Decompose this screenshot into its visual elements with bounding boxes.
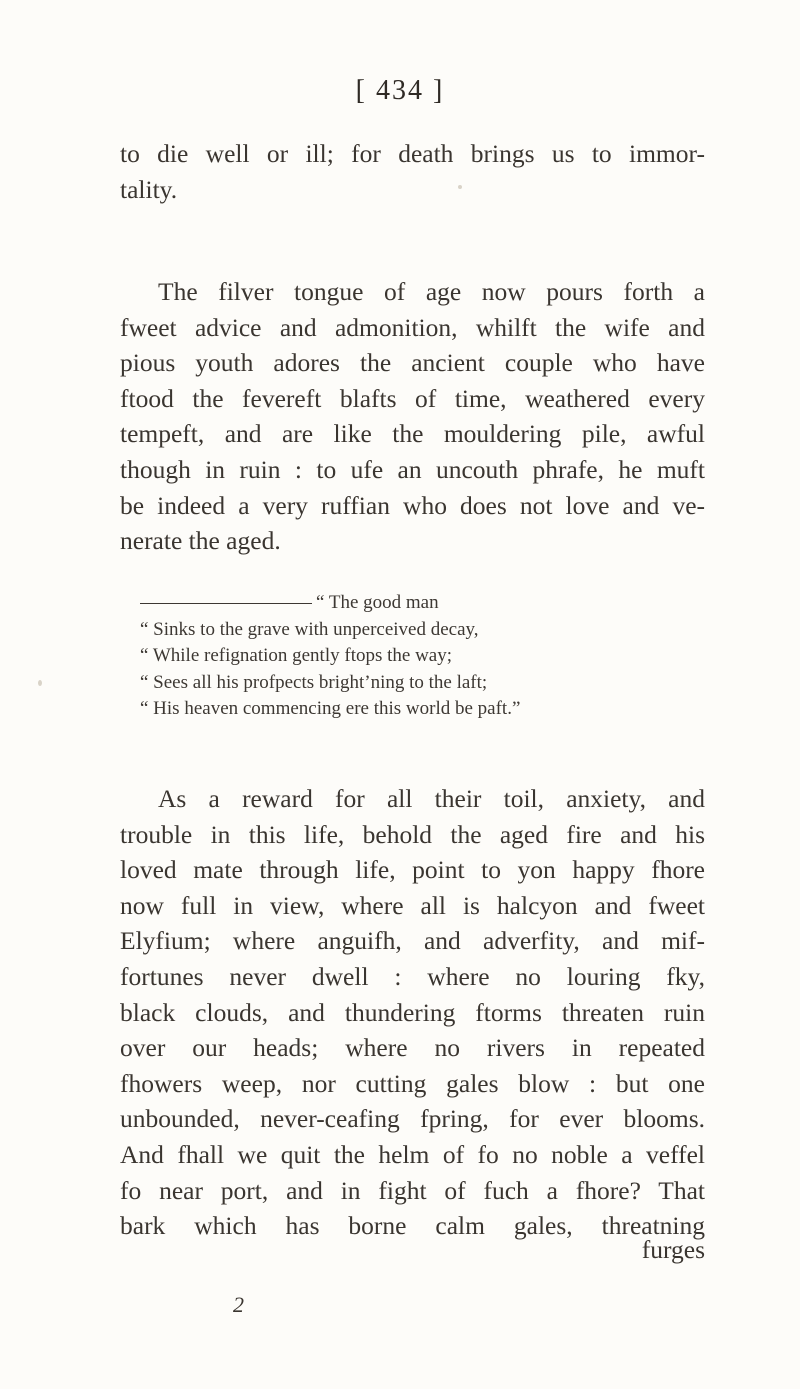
text-line: Elyfium; where anguifh, and adverfity, and mif- — [120, 926, 705, 956]
text-line: fweet advice and admonition, whilft the wife and — [120, 312, 705, 342]
paragraph-1 — [120, 136, 705, 207]
poem-line: “ His heaven commencing ere this world be paft.” — [140, 698, 521, 719]
text-line: As a reward for all their toil, anxiety, and — [158, 784, 705, 813]
text-line: nerate the aged. — [120, 526, 281, 556]
text-line: to die well or ill; for death brings us to immor- — [120, 139, 705, 168]
text-line: loved mate through life, point to yon happy fhore — [120, 855, 705, 885]
text-line: tality. — [120, 174, 178, 204]
poem-line — [140, 590, 700, 617]
poem-line: “ Sees all his profpects bright’ning to the laft; — [140, 671, 488, 693]
text-line: now full in view, where all is halcyon and fweet — [120, 890, 705, 920]
poem-line-text: “ The good man — [316, 592, 439, 613]
text-line: though in ruin : to ufe an uncouth phrafe, he muft — [120, 454, 705, 484]
text-line: And fhall we quit the helm of fo no noble a veffel — [120, 1139, 705, 1169]
paper-speck — [38, 680, 42, 686]
text-line: bark which has borne calm gales, threatning — [120, 1211, 705, 1241]
catchword: furges — [641, 1235, 705, 1264]
text-line: fortunes never dwell : where no louring fky, — [120, 961, 705, 991]
text-line: The filver tongue of age now pours forth a — [158, 277, 705, 306]
page-number: [ 434 ] — [355, 75, 445, 106]
text-line: black clouds, and thundering ftorms threaten ruin — [120, 997, 705, 1027]
paragraph-2 — [120, 274, 705, 559]
signature-mark: 2 — [233, 1292, 244, 1317]
text-line: ftood the fevereft blafts of time, weathered every — [120, 383, 705, 413]
paragraph-3 — [120, 781, 705, 1244]
text-line: unbounded, never-ceafing fpring, for ever blooms. — [120, 1104, 705, 1134]
text-line: pious youth adores the ancient couple who have — [120, 348, 705, 378]
text-line: fo near port, and in fight of fuch a fhore? That — [120, 1175, 705, 1205]
poem-line: “ While refignation gently ftops the way; — [140, 645, 453, 666]
poem-line: “ Sinks to the grave with unperceived decay, — [140, 618, 479, 640]
text-line: over our heads; where no rivers in repeated — [120, 1033, 705, 1063]
text-line: be indeed a very ruffian who does not love and ve- — [120, 490, 705, 520]
text-line: trouble in this life, behold the aged fire and his — [120, 819, 705, 849]
text-line: fhowers weep, nor cutting gales blow : but one — [120, 1068, 705, 1098]
em-dash-rule — [140, 603, 312, 604]
text-line: tempeft, and are like the mouldering pile, awful — [120, 419, 705, 449]
poem-quotation — [140, 590, 700, 723]
